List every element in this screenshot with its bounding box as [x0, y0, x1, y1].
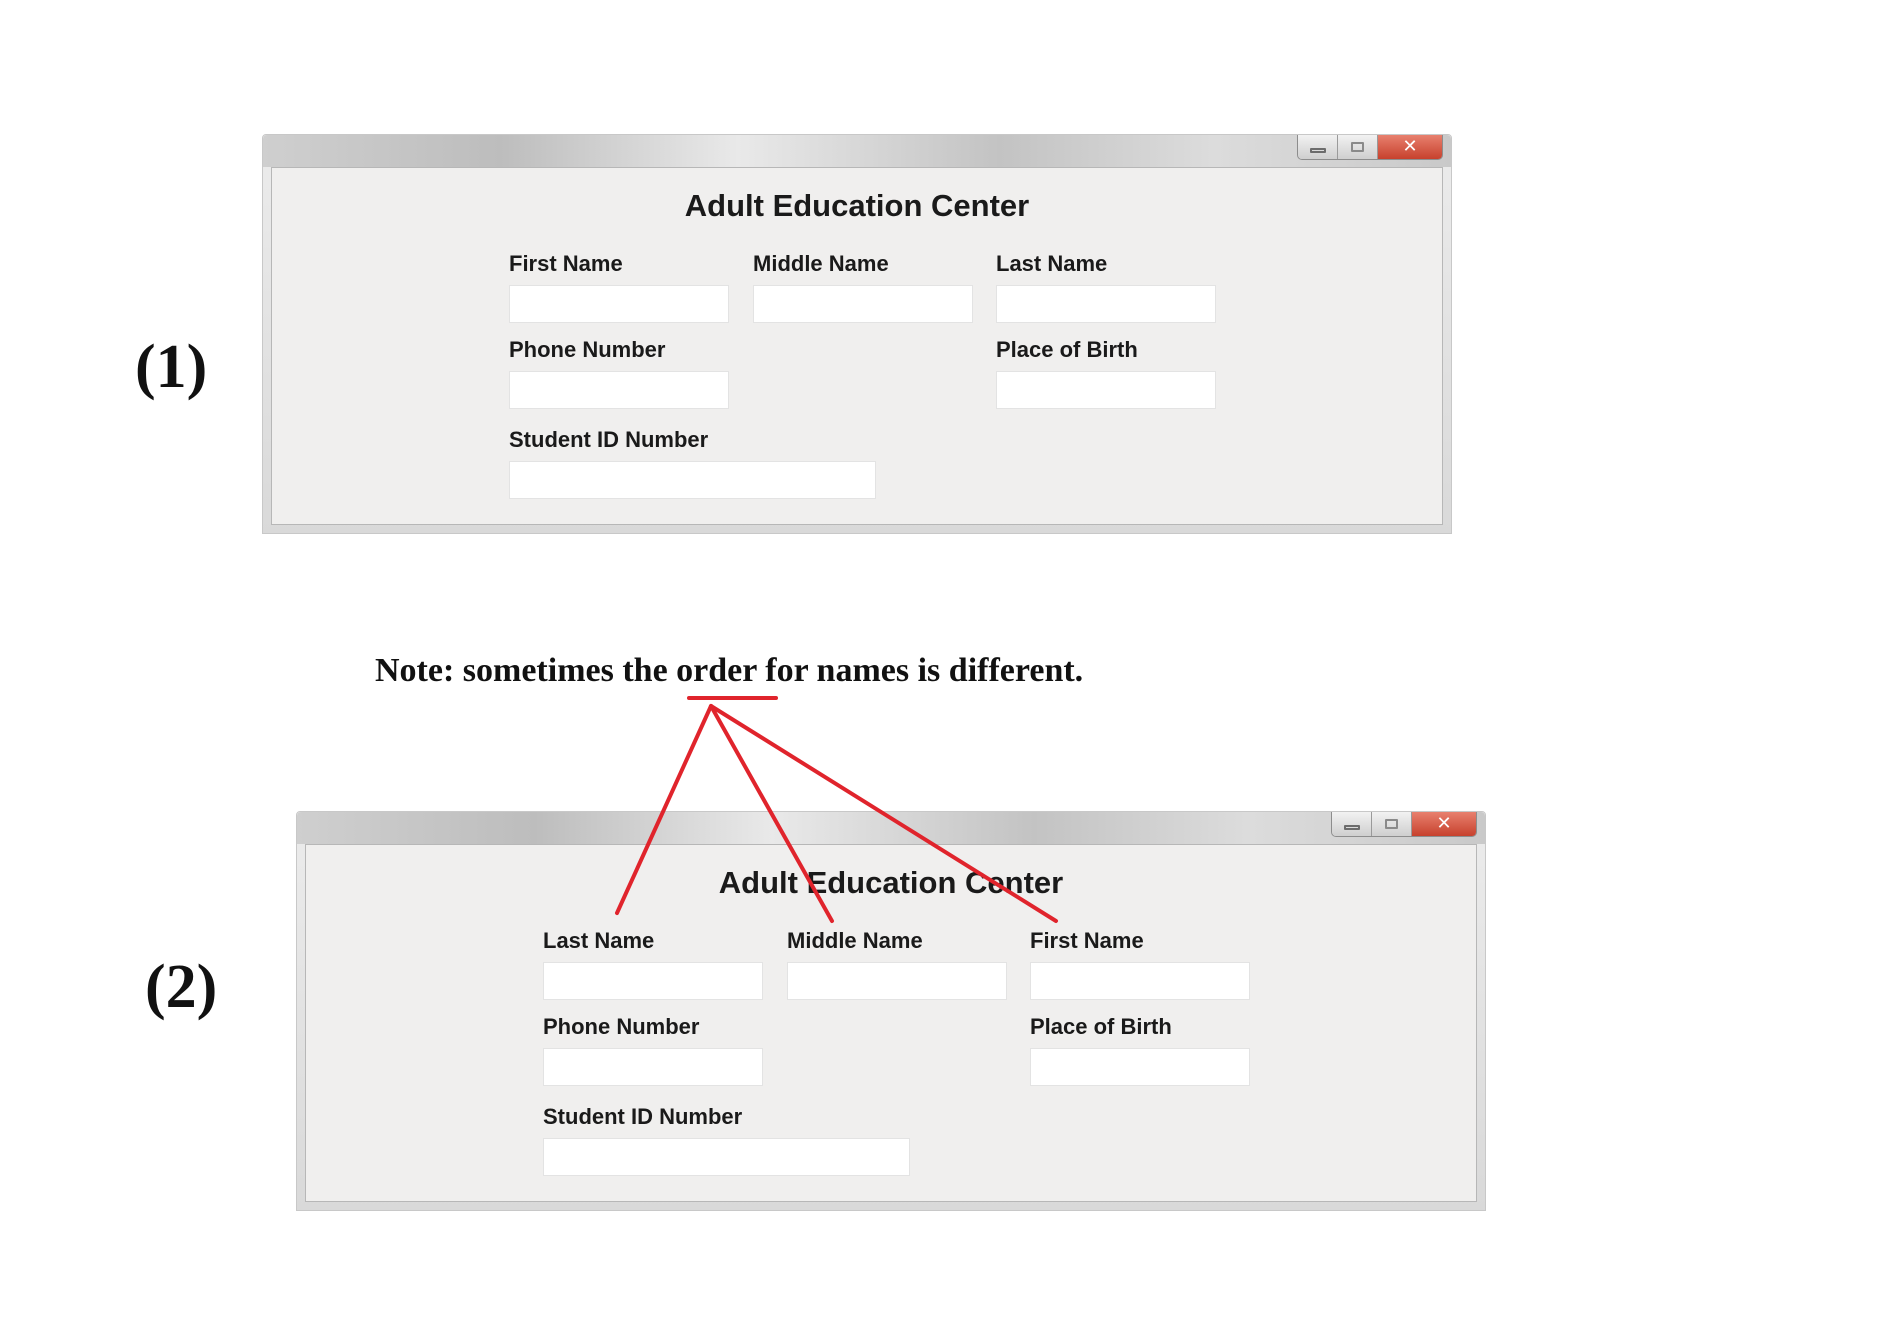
minimize-icon	[1344, 825, 1360, 830]
window-controls	[1297, 135, 1443, 160]
first-name-input[interactable]	[509, 285, 729, 323]
close-button[interactable]	[1378, 135, 1442, 159]
maximize-button[interactable]	[1338, 135, 1378, 159]
student-id-label: Student ID Number	[509, 427, 709, 452]
place-of-birth-label: Place of Birth	[1030, 1014, 1172, 1039]
phone-number-label: Phone Number	[543, 1014, 700, 1039]
form-title: Adult Education Center	[684, 188, 1030, 223]
minimize-button[interactable]	[1298, 135, 1338, 159]
student-id-input[interactable]	[509, 461, 876, 499]
middle-name-input[interactable]	[753, 285, 973, 323]
first-name-label: First Name	[1030, 928, 1144, 953]
middle-name-input[interactable]	[787, 962, 1007, 1000]
close-icon: ✕	[1436, 813, 1452, 834]
last-name-label: Last Name	[996, 251, 1108, 276]
place-of-birth-input[interactable]	[1030, 1048, 1250, 1086]
maximize-button[interactable]	[1372, 812, 1412, 836]
phone-number-input[interactable]	[509, 371, 729, 409]
student-id-label: Student ID Number	[543, 1104, 743, 1129]
middle-name-label: Middle Name	[787, 928, 923, 953]
student-id-input[interactable]	[543, 1138, 910, 1176]
title-bar[interactable]	[263, 135, 1451, 167]
phone-number-input[interactable]	[543, 1048, 763, 1086]
phone-number-label: Phone Number	[509, 337, 666, 362]
window-controls	[1331, 812, 1477, 837]
note-text	[375, 652, 1083, 690]
close-button[interactable]	[1412, 812, 1476, 836]
maximize-icon	[1385, 819, 1398, 829]
note-prefix: Note: sometimes the	[375, 652, 677, 689]
form-window-1	[262, 134, 1452, 534]
place-of-birth-input[interactable]	[996, 371, 1216, 409]
form-panel	[305, 844, 1477, 1202]
last-name-label: Last Name	[543, 928, 655, 953]
minimize-button[interactable]	[1332, 812, 1372, 836]
form-panel	[271, 167, 1443, 525]
first-name-label: First Name	[509, 251, 623, 276]
title-bar[interactable]	[297, 812, 1485, 844]
place-of-birth-label: Place of Birth	[996, 337, 1138, 362]
form-window-2	[296, 811, 1486, 1211]
last-name-input[interactable]	[543, 962, 763, 1000]
middle-name-label: Middle Name	[753, 251, 889, 276]
minimize-icon	[1310, 148, 1326, 153]
form-title: Adult Education Center	[718, 865, 1064, 900]
note-highlight-order: order	[676, 652, 757, 689]
note-suffix: for names is different.	[756, 652, 1084, 689]
figure-label-2: (2)	[145, 953, 218, 1021]
figure-label-1: (1)	[135, 333, 208, 401]
maximize-icon	[1351, 142, 1364, 152]
last-name-input[interactable]	[996, 285, 1216, 323]
first-name-input[interactable]	[1030, 962, 1250, 1000]
close-icon: ✕	[1402, 136, 1418, 157]
